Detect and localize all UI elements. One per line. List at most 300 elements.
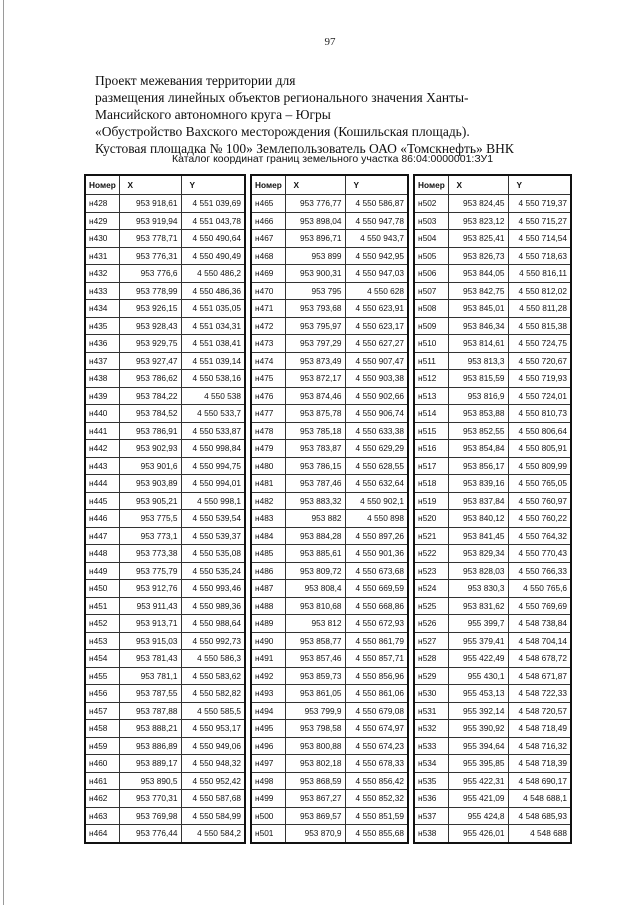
y-coordinate-cell: 4 548 688,1 [508,790,571,808]
y-coordinate-cell: 4 548 704,14 [508,632,571,650]
point-number-cell: н530 [414,685,448,703]
table-row [251,230,408,248]
point-number-cell: н460 [85,755,119,773]
x-coordinate-cell: 953 898,04 [285,212,345,230]
point-number-cell: н494 [251,702,285,720]
x-coordinate-cell: 953 896,71 [285,230,345,248]
x-coordinate-cell: 953 911,43 [119,597,181,615]
table-row [414,457,571,475]
x-coordinate-cell: 953 824,45 [448,195,508,213]
point-number-cell: н537 [414,807,448,825]
table-row [85,510,245,528]
point-number-cell: н454 [85,650,119,668]
table-row [414,615,571,633]
point-number-cell: н488 [251,597,285,615]
y-coordinate-cell: 4 550 719,37 [508,195,571,213]
x-coordinate-cell: 955 426,01 [448,825,508,843]
point-number-cell: н480 [251,457,285,475]
y-coordinate-cell: 4 550 947,03 [345,265,408,283]
x-coordinate-cell: 955 394,64 [448,737,508,755]
x-coordinate-cell: 953 787,88 [119,702,181,720]
x-coordinate-cell: 953 867,27 [285,790,345,808]
y-coordinate-cell: 4 550 815,38 [508,317,571,335]
y-coordinate-cell: 4 548 690,17 [508,772,571,790]
y-coordinate-cell: 4 550 992,73 [181,632,245,650]
y-coordinate-cell: 4 551 034,31 [181,317,245,335]
table-row [85,440,245,458]
x-coordinate-cell: 955 424,8 [448,807,508,825]
y-coordinate-cell: 4 550 668,86 [345,597,408,615]
point-number-cell: н482 [251,492,285,510]
y-coordinate-cell: 4 548 688 [508,825,571,843]
x-coordinate-cell: 953 886,89 [119,737,181,755]
x-coordinate-cell: 953 787,55 [119,685,181,703]
point-number-cell: н489 [251,615,285,633]
table-row [414,387,571,405]
y-coordinate-cell: 4 550 678,33 [345,755,408,773]
table-row [85,702,245,720]
x-coordinate-cell: 953 793,68 [285,300,345,318]
table-row [414,370,571,388]
y-coordinate-cell: 4 550 906,74 [345,405,408,423]
table-row [414,597,571,615]
x-coordinate-cell: 953 890,5 [119,772,181,790]
y-coordinate-cell: 4 550 897,26 [345,527,408,545]
y-coordinate-cell: 4 550 535,24 [181,562,245,580]
y-coordinate-cell: 4 550 766,33 [508,562,571,580]
x-coordinate-cell: 953 882 [285,510,345,528]
table-row [85,247,245,265]
point-number-cell: н469 [251,265,285,283]
x-coordinate-cell: 953 905,21 [119,492,181,510]
header-number: Номер [414,175,448,195]
table-row [414,265,571,283]
x-coordinate-cell: 953 795,97 [285,317,345,335]
point-number-cell: н468 [251,247,285,265]
point-number-cell: н508 [414,300,448,318]
x-coordinate-cell: 953 778,71 [119,230,181,248]
x-coordinate-cell: 953 829,34 [448,545,508,563]
table-row [414,685,571,703]
table-row [251,335,408,353]
y-coordinate-cell: 4 550 583,62 [181,667,245,685]
x-coordinate-cell: 955 430,1 [448,667,508,685]
point-number-cell: н464 [85,825,119,843]
x-coordinate-cell: 953 883,32 [285,492,345,510]
header-number: Номер [85,175,119,195]
x-coordinate-cell: 953 844,05 [448,265,508,283]
point-number-cell: н463 [85,807,119,825]
y-coordinate-cell: 4 550 861,79 [345,632,408,650]
point-number-cell: н507 [414,282,448,300]
point-number-cell: н498 [251,772,285,790]
point-number-cell: н515 [414,422,448,440]
table-row [251,632,408,650]
table-row [414,720,571,738]
x-coordinate-cell: 953 926,15 [119,300,181,318]
point-number-cell: н457 [85,702,119,720]
table-row [251,737,408,755]
y-coordinate-cell: 4 550 861,06 [345,685,408,703]
table-row [414,562,571,580]
point-number-cell: н495 [251,720,285,738]
table-row [85,737,245,755]
title-line: Кустовая площадка № 100» Землепользователь ОАО «Томскнефть» ВНК [95,141,514,156]
point-number-cell: н472 [251,317,285,335]
table-row [85,580,245,598]
y-coordinate-cell: 4 548 718,49 [508,720,571,738]
x-coordinate-cell: 953 812 [285,615,345,633]
x-coordinate-cell: 953 852,55 [448,422,508,440]
table-row [85,457,245,475]
y-coordinate-cell: 4 550 898 [345,510,408,528]
y-coordinate-cell: 4 550 714,54 [508,230,571,248]
y-coordinate-cell: 4 550 538 [181,387,245,405]
table-row [85,615,245,633]
y-coordinate-cell: 4 550 993,46 [181,580,245,598]
y-coordinate-cell: 4 550 902,1 [345,492,408,510]
y-coordinate-cell: 4 550 533,7 [181,405,245,423]
y-coordinate-cell: 4 550 901,36 [345,545,408,563]
x-coordinate-cell: 953 841,45 [448,527,508,545]
point-number-cell: н462 [85,790,119,808]
point-number-cell: н473 [251,335,285,353]
x-coordinate-cell: 953 929,75 [119,335,181,353]
point-number-cell: н516 [414,440,448,458]
y-coordinate-cell: 4 550 810,73 [508,405,571,423]
y-coordinate-cell: 4 550 816,11 [508,265,571,283]
y-coordinate-cell: 4 550 949,06 [181,737,245,755]
y-coordinate-cell: 4 550 539,54 [181,510,245,528]
table-row [251,807,408,825]
y-coordinate-cell: 4 550 952,42 [181,772,245,790]
table-row [414,230,571,248]
point-number-cell: н531 [414,702,448,720]
x-coordinate-cell: 953 888,21 [119,720,181,738]
table-row [251,720,408,738]
point-number-cell: н447 [85,527,119,545]
point-number-cell: н518 [414,475,448,493]
x-coordinate-cell: 953 872,17 [285,370,345,388]
x-coordinate-cell: 953 781,43 [119,650,181,668]
y-coordinate-cell: 4 550 535,08 [181,545,245,563]
point-number-cell: н478 [251,422,285,440]
point-number-cell: н519 [414,492,448,510]
coordinates-table-2 [250,174,409,844]
x-coordinate-cell: 953 773,38 [119,545,181,563]
table-row [85,422,245,440]
point-number-cell: н470 [251,282,285,300]
x-coordinate-cell: 953 776,44 [119,825,181,843]
x-coordinate-cell: 953 825,41 [448,230,508,248]
x-coordinate-cell: 953 840,12 [448,510,508,528]
title-line: «Обустройство Вахского месторождения (Кошильская площадь). [95,124,470,139]
x-coordinate-cell: 953 912,76 [119,580,181,598]
x-coordinate-cell: 953 786,62 [119,370,181,388]
table-row [414,492,571,510]
table-row [414,300,571,318]
y-coordinate-cell: 4 550 719,93 [508,370,571,388]
table-row [85,527,245,545]
x-coordinate-cell: 953 776,77 [285,195,345,213]
table-row [85,562,245,580]
point-number-cell: н490 [251,632,285,650]
point-number-cell: н440 [85,405,119,423]
table-row [414,702,571,720]
point-number-cell: н467 [251,230,285,248]
point-number-cell: н524 [414,580,448,598]
point-number-cell: н501 [251,825,285,843]
x-coordinate-cell: 953 828,03 [448,562,508,580]
point-number-cell: н439 [85,387,119,405]
x-coordinate-cell: 955 395,85 [448,755,508,773]
x-coordinate-cell: 953 808,4 [285,580,345,598]
y-coordinate-cell: 4 550 856,96 [345,667,408,685]
point-number-cell: н497 [251,755,285,773]
x-coordinate-cell: 953 814,61 [448,335,508,353]
table-row [414,650,571,668]
point-number-cell: н509 [414,317,448,335]
page-edge-line [3,0,4,905]
y-coordinate-cell: 4 550 585,5 [181,702,245,720]
table-row [85,212,245,230]
y-coordinate-cell: 4 550 765,6 [508,580,571,598]
table-row [251,650,408,668]
point-number-cell: н486 [251,562,285,580]
x-coordinate-cell: 953 798,58 [285,720,345,738]
x-coordinate-cell: 955 392,14 [448,702,508,720]
table-row [85,475,245,493]
y-coordinate-cell: 4 550 989,36 [181,597,245,615]
y-coordinate-cell: 4 548 738,84 [508,615,571,633]
y-coordinate-cell: 4 550 587,68 [181,790,245,808]
x-coordinate-cell: 953 861,05 [285,685,345,703]
x-coordinate-cell: 953 795 [285,282,345,300]
catalog-caption: Каталог координат границ земельного участка 86:04:0000001:ЗУ1 [172,153,494,165]
point-number-cell: н536 [414,790,448,808]
x-coordinate-cell: 953 776,6 [119,265,181,283]
y-coordinate-cell: 4 550 760,97 [508,492,571,510]
table-row [85,335,245,353]
point-number-cell: н526 [414,615,448,633]
table-row [85,492,245,510]
y-coordinate-cell: 4 550 718,63 [508,247,571,265]
x-coordinate-cell: 953 928,43 [119,317,181,335]
table-row [251,615,408,633]
y-coordinate-cell: 4 550 586,87 [345,195,408,213]
point-number-cell: н484 [251,527,285,545]
table-row [251,597,408,615]
point-number-cell: н474 [251,352,285,370]
y-coordinate-cell: 4 550 769,69 [508,597,571,615]
table-row [251,352,408,370]
table-row [85,545,245,563]
table-row [414,352,571,370]
table-row [414,510,571,528]
table-row [414,212,571,230]
x-coordinate-cell: 953 859,73 [285,667,345,685]
x-coordinate-cell: 953 839,16 [448,475,508,493]
table-row [414,317,571,335]
y-coordinate-cell: 4 550 994,01 [181,475,245,493]
point-number-cell: н477 [251,405,285,423]
y-coordinate-cell: 4 550 805,91 [508,440,571,458]
table-row [251,527,408,545]
table-header-row [85,175,245,195]
table-row [251,492,408,510]
point-number-cell: н466 [251,212,285,230]
point-number-cell: н517 [414,457,448,475]
table-row [414,825,571,843]
point-number-cell: н430 [85,230,119,248]
point-number-cell: н428 [85,195,119,213]
header-y: Y [345,175,408,195]
header-number: Номер [251,175,285,195]
point-number-cell: н461 [85,772,119,790]
y-coordinate-cell: 4 550 857,71 [345,650,408,668]
y-coordinate-cell: 4 550 760,22 [508,510,571,528]
point-number-cell: н534 [414,755,448,773]
point-number-cell: н535 [414,772,448,790]
title-line: размещения линейных объектов регионального значения Ханты- [95,90,469,105]
header-y: Y [508,175,571,195]
x-coordinate-cell: 953 903,89 [119,475,181,493]
x-coordinate-cell: 953 830,3 [448,580,508,598]
x-coordinate-cell: 955 379,41 [448,632,508,650]
table-row [251,545,408,563]
x-coordinate-cell: 953 837,84 [448,492,508,510]
y-coordinate-cell: 4 550 764,32 [508,527,571,545]
point-number-cell: н437 [85,352,119,370]
x-coordinate-cell: 953 831,62 [448,597,508,615]
table-header-row [251,175,408,195]
table-row [85,807,245,825]
y-coordinate-cell: 4 550 998,1 [181,492,245,510]
table-row [251,562,408,580]
y-coordinate-cell: 4 550 903,38 [345,370,408,388]
table-row [414,195,571,213]
x-coordinate-cell: 953 769,98 [119,807,181,825]
point-number-cell: н532 [414,720,448,738]
point-number-cell: н458 [85,720,119,738]
x-coordinate-cell: 953 799,9 [285,702,345,720]
point-number-cell: н459 [85,737,119,755]
table-row [251,317,408,335]
x-coordinate-cell: 953 856,17 [448,457,508,475]
table-row [85,720,245,738]
x-coordinate-cell: 953 773,1 [119,527,181,545]
table-row [414,580,571,598]
point-number-cell: н485 [251,545,285,563]
x-coordinate-cell: 953 927,47 [119,352,181,370]
point-number-cell: н455 [85,667,119,685]
point-number-cell: н449 [85,562,119,580]
document-title [95,72,615,157]
x-coordinate-cell: 953 857,46 [285,650,345,668]
x-coordinate-cell: 953 869,57 [285,807,345,825]
point-number-cell: н479 [251,440,285,458]
point-number-cell: н456 [85,685,119,703]
y-coordinate-cell: 4 550 809,99 [508,457,571,475]
y-coordinate-cell: 4 550 812,02 [508,282,571,300]
x-coordinate-cell: 953 853,88 [448,405,508,423]
x-coordinate-cell: 953 902,93 [119,440,181,458]
point-number-cell: н506 [414,265,448,283]
y-coordinate-cell: 4 550 994,75 [181,457,245,475]
title-line: Мансийского автономного круга – Югры [95,107,331,122]
x-coordinate-cell: 953 900,31 [285,265,345,283]
point-number-cell: н471 [251,300,285,318]
y-coordinate-cell: 4 550 628 [345,282,408,300]
x-coordinate-cell: 953 901,6 [119,457,181,475]
point-number-cell: н513 [414,387,448,405]
y-coordinate-cell: 4 551 039,14 [181,352,245,370]
y-coordinate-cell: 4 550 811,28 [508,300,571,318]
table-row [251,825,408,843]
y-coordinate-cell: 4 550 623,91 [345,300,408,318]
point-number-cell: н528 [414,650,448,668]
x-coordinate-cell: 955 399,7 [448,615,508,633]
x-coordinate-cell: 953 846,34 [448,317,508,335]
y-coordinate-cell: 4 551 035,05 [181,300,245,318]
y-coordinate-cell: 4 550 623,17 [345,317,408,335]
table-row [251,247,408,265]
x-coordinate-cell: 953 776,31 [119,247,181,265]
y-coordinate-cell: 4 550 533,87 [181,422,245,440]
x-coordinate-cell: 953 815,59 [448,370,508,388]
x-coordinate-cell: 953 899 [285,247,345,265]
table-row [251,212,408,230]
y-coordinate-cell: 4 548 718,39 [508,755,571,773]
x-coordinate-cell: 953 787,46 [285,475,345,493]
table-row [251,580,408,598]
y-coordinate-cell: 4 551 043,78 [181,212,245,230]
point-number-cell: н452 [85,615,119,633]
point-number-cell: н442 [85,440,119,458]
table-row [251,457,408,475]
table-row [251,772,408,790]
point-number-cell: н521 [414,527,448,545]
x-coordinate-cell: 953 800,88 [285,737,345,755]
table-row [414,772,571,790]
point-number-cell: н525 [414,597,448,615]
x-coordinate-cell: 953 770,31 [119,790,181,808]
y-coordinate-cell: 4 550 724,01 [508,387,571,405]
table-row [85,230,245,248]
table-row [85,825,245,843]
y-coordinate-cell: 4 550 674,23 [345,737,408,755]
table-row [414,405,571,423]
y-coordinate-cell: 4 550 715,27 [508,212,571,230]
x-coordinate-cell: 953 873,49 [285,352,345,370]
y-coordinate-cell: 4 550 633,38 [345,422,408,440]
table-row [251,370,408,388]
point-number-cell: н520 [414,510,448,528]
table-row [251,195,408,213]
table-row [251,702,408,720]
coordinates-table-1 [84,174,246,844]
point-number-cell: н514 [414,405,448,423]
point-number-cell: н451 [85,597,119,615]
y-coordinate-cell: 4 548 685,93 [508,807,571,825]
point-number-cell: н446 [85,510,119,528]
x-coordinate-cell: 953 823,12 [448,212,508,230]
point-number-cell: н529 [414,667,448,685]
table-row [85,317,245,335]
y-coordinate-cell: 4 550 584,2 [181,825,245,843]
point-number-cell: н443 [85,457,119,475]
table-row [251,282,408,300]
